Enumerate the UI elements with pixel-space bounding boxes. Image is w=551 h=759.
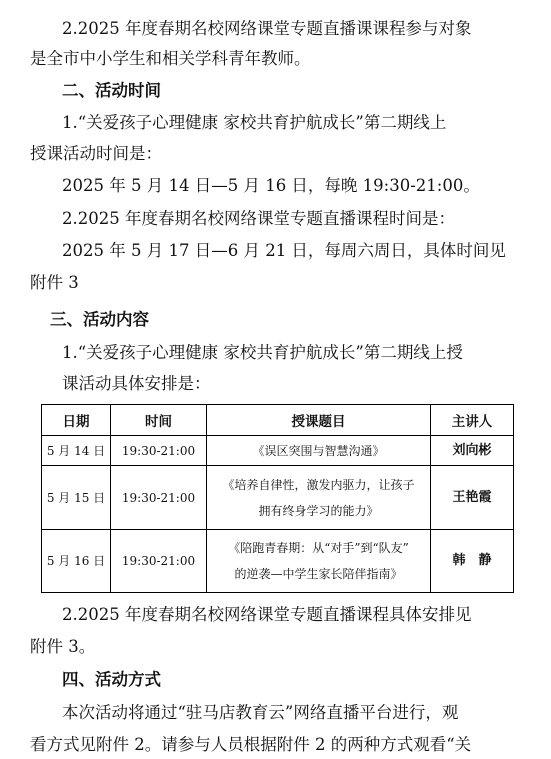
heading-activity-time: 二、活动时间	[62, 81, 161, 100]
header-time: 时间	[111, 405, 207, 436]
paragraph-course-schedule-line2: 附件 3。	[30, 637, 96, 656]
table-row	[42, 466, 514, 530]
schedule-table	[41, 404, 514, 593]
header-topic: 授课题目	[207, 405, 431, 436]
cell-date: 5 月 16 日	[42, 530, 111, 593]
cell-time: 19:30-21:00	[111, 466, 207, 530]
paragraph-content-line1: 1.“关爱孩子心理健康 家校共育护航成长”第二期线上授	[62, 343, 463, 362]
header-speaker: 主讲人	[431, 405, 514, 436]
paragraph-participants-line1: 2.2025 年度春期名校网络课堂专题直播课课程参与对象	[62, 19, 472, 38]
cell-date: 5 月 14 日	[42, 436, 111, 466]
topic-line: 《培养自律性，激发内驱力，让孩子	[222, 477, 415, 492]
cell-time: 19:30-21:00	[111, 436, 207, 466]
paragraph-time-line1: 1.“关爱孩子心理健康 家校共育护航成长”第二期线上	[62, 113, 447, 132]
paragraph-course-time: 2.2025 年度春期名校网络课堂专题直播课程时间是：	[62, 209, 455, 228]
cell-speaker: 王艳霞	[431, 466, 514, 530]
paragraph-time-dates: 2025 年 5 月 14 日—5 月 16 日，每晚 19:30-21:00。	[62, 176, 480, 195]
topic-line: 《误区突围与智慧沟通》	[252, 443, 385, 458]
paragraph-method-line2: 看方式见附件 2。请参与人员根据附件 2 的两种方式观看“关	[30, 735, 472, 754]
paragraph-course-dates-line2: 附件 3	[30, 273, 79, 292]
paragraph-participants-line2: 是全市中小学生和相关学科青年教师。	[30, 49, 311, 68]
cell-topic	[207, 436, 431, 466]
topic-line: 的逆袭—中学生家长陪伴指南》	[234, 567, 403, 581]
cell-topic	[207, 530, 431, 593]
table-row	[42, 436, 514, 466]
cell-speaker: 刘向彬	[431, 436, 514, 466]
cell-topic	[207, 466, 431, 530]
header-date: 日期	[42, 405, 111, 436]
paragraph-course-dates-line1: 2025 年 5 月 17 日—6 月 21 日，每周六周日，具体时间见	[62, 241, 506, 260]
paragraph-time-line2: 授课活动时间是：	[30, 144, 162, 163]
cell-date: 5 月 15 日	[42, 466, 111, 530]
cell-time: 19:30-21:00	[111, 530, 207, 593]
cell-speaker: 韩 静	[431, 530, 514, 593]
topic-line: 《陪跑青春期：从“对手”到“队友”	[228, 541, 409, 555]
paragraph-content-line2: 课活动具体安排是：	[62, 374, 211, 393]
paragraph-course-schedule-line1: 2.2025 年度春期名校网络课堂专题直播课程具体安排见	[62, 605, 472, 624]
heading-activity-method: 四、活动方式	[62, 670, 161, 689]
table-row	[42, 530, 514, 593]
heading-activity-content: 三、活动内容	[50, 310, 149, 329]
paragraph-method-line1: 本次活动将通过“驻马店教育云”网络直播平台进行，观	[62, 703, 459, 722]
topic-line: 拥有终身学习的能力》	[258, 503, 379, 518]
